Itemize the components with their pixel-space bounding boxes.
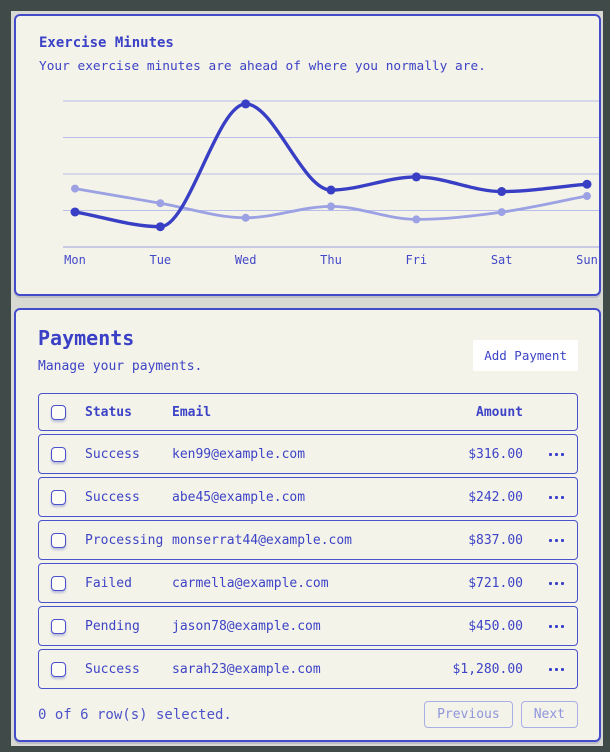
payments-footer [38, 701, 578, 728]
x-axis-label: Fri [405, 253, 428, 267]
table-row[interactable] [38, 434, 578, 474]
row-amount: $242.00 [468, 489, 523, 505]
table-row[interactable] [38, 520, 578, 560]
data-point [327, 202, 335, 210]
data-point [583, 180, 592, 189]
x-axis-label: Tue [149, 253, 172, 267]
row-checkbox-cell [51, 490, 85, 505]
row-checkbox[interactable] [51, 490, 66, 505]
row-email: monserrat44@example.com [172, 532, 353, 548]
payments-table-body [38, 434, 578, 689]
row-amount: $316.00 [468, 446, 523, 462]
row-amount: $721.00 [468, 575, 523, 591]
row-status: Processing [85, 532, 164, 548]
exercise-card-title: Exercise Minutes [39, 35, 174, 51]
select-all-checkbox[interactable] [51, 405, 66, 420]
header-checkbox-cell [51, 405, 85, 420]
table-row[interactable] [38, 649, 578, 689]
data-point [71, 185, 79, 193]
row-menu-cell [535, 539, 577, 542]
row-checkbox-cell [51, 662, 85, 677]
row-menu-cell [535, 625, 577, 628]
content-surface [11, 11, 603, 746]
column-header-amount: Amount [476, 404, 523, 420]
row-status: Success [85, 446, 140, 462]
payments-table-header-row [38, 393, 578, 431]
data-point [241, 99, 250, 108]
data-point [498, 208, 506, 216]
next-page-button[interactable]: Next [521, 701, 578, 728]
row-menu-cell [535, 668, 577, 671]
payments-card-subtitle: Manage your payments. [38, 359, 203, 374]
table-row[interactable] [38, 563, 578, 603]
row-menu-cell [535, 453, 577, 456]
row-menu-cell [535, 582, 577, 585]
data-point [412, 172, 421, 181]
payments-heading-block [38, 326, 202, 375]
x-axis-label: Wed [234, 253, 257, 267]
payments-card [14, 308, 601, 742]
column-header-status: Status [85, 404, 132, 420]
row-menu-cell [535, 496, 577, 499]
data-point [497, 187, 506, 196]
pagination-controls [424, 701, 578, 728]
selection-status-text: 0 of 6 row(s) selected. [38, 706, 232, 723]
table-row[interactable] [38, 606, 578, 646]
payments-card-header [38, 326, 578, 375]
row-checkbox[interactable] [51, 662, 66, 677]
row-email: carmella@example.com [172, 575, 329, 591]
data-point [242, 214, 250, 222]
row-checkbox-cell [51, 447, 85, 462]
row-status: Success [85, 661, 140, 677]
x-axis-label: Sat [490, 253, 513, 267]
row-checkbox[interactable] [51, 447, 66, 462]
data-point [156, 199, 164, 207]
data-point [412, 215, 420, 223]
row-status: Failed [85, 575, 132, 591]
row-email: sarah23@example.com [172, 661, 321, 677]
more-menu-icon[interactable] [555, 539, 558, 542]
row-amount: $837.00 [468, 532, 523, 548]
more-menu-icon[interactable] [555, 582, 558, 585]
data-point [71, 207, 80, 216]
table-row[interactable] [38, 477, 578, 517]
payments-card-title: Payments [38, 326, 135, 350]
row-amount: $1,280.00 [452, 661, 523, 677]
row-email: ken99@example.com [172, 446, 306, 462]
more-menu-icon[interactable] [555, 496, 558, 499]
previous-page-button[interactable]: Previous [424, 701, 513, 728]
exercise-card-subtitle: Your exercise minutes are ahead of where you normally are. [39, 59, 486, 74]
row-status: Pending [85, 618, 140, 634]
payments-table [38, 393, 578, 689]
row-checkbox-cell [51, 576, 85, 591]
more-menu-icon[interactable] [555, 668, 558, 671]
exercise-chart [39, 79, 609, 275]
x-axis-label: Thu [320, 253, 342, 267]
more-menu-icon[interactable] [555, 453, 558, 456]
row-email: abe45@example.com [172, 489, 306, 505]
row-checkbox-cell [51, 619, 85, 634]
add-payment-button[interactable]: Add Payment [473, 340, 578, 371]
x-axis-label: Mon [64, 253, 86, 267]
row-checkbox[interactable] [51, 576, 66, 591]
data-point [327, 186, 336, 195]
column-header-email: Email [172, 404, 212, 420]
data-point [583, 192, 591, 200]
row-email: jason78@example.com [172, 618, 321, 634]
data-point [156, 222, 165, 231]
row-checkbox-cell [51, 533, 85, 548]
x-axis-label: Sun [576, 253, 598, 267]
more-menu-icon[interactable] [555, 625, 558, 628]
row-amount: $450.00 [468, 618, 523, 634]
row-status: Success [85, 489, 140, 505]
exercise-minutes-card [14, 14, 601, 296]
row-checkbox[interactable] [51, 619, 66, 634]
row-checkbox[interactable] [51, 533, 66, 548]
